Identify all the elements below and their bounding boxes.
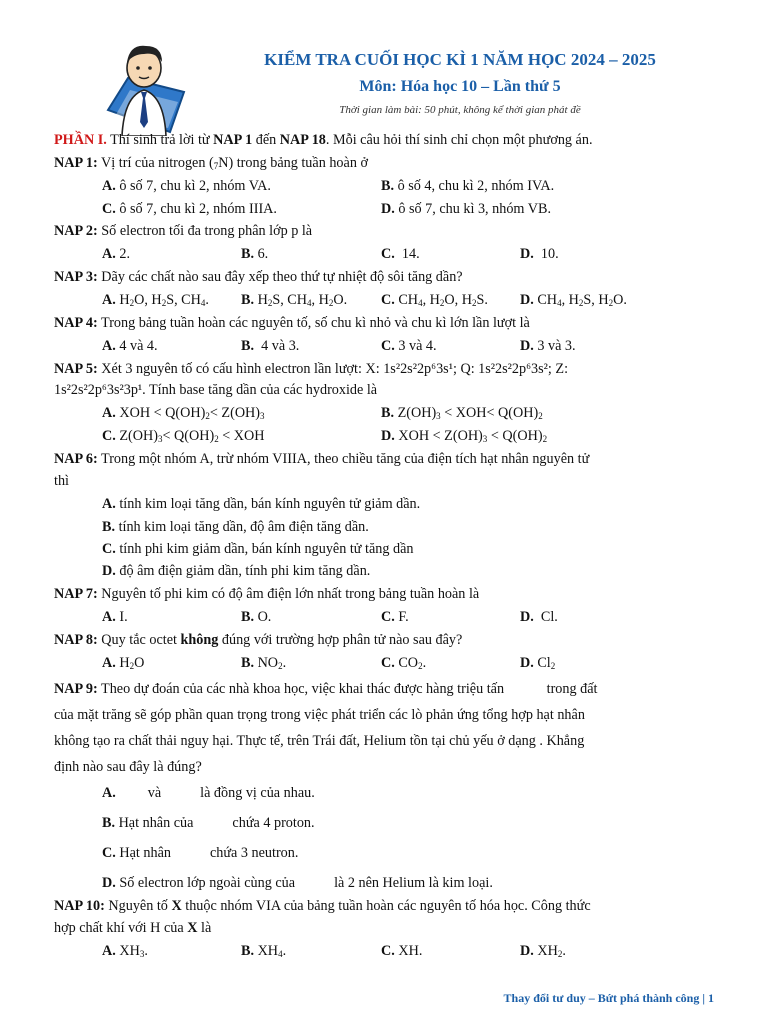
q5-option-d[interactable]: D. XOH < $Z(OH)_3 < Q(OH)_2$ bbox=[381, 428, 548, 444]
question-5 bbox=[54, 360, 714, 378]
question-10 bbox=[54, 897, 714, 915]
q6-number: NAP 6: bbox=[54, 451, 98, 467]
q1-atomic-number: 7 bbox=[213, 161, 219, 171]
q10-text-a: Nguyên tố bbox=[104, 898, 172, 914]
q10-number: NAP 10: bbox=[54, 898, 105, 914]
q10-line2-b: là bbox=[197, 920, 212, 936]
q6-option-d[interactable]: D. độ âm điện giảm dần, tính phi kim tăng dần. bbox=[102, 563, 371, 579]
q10-line2-x: X bbox=[187, 920, 198, 936]
q7-option-a[interactable]: A. I. bbox=[102, 609, 128, 625]
q4-option-b-text: 4 và 3. bbox=[261, 338, 300, 354]
q7-option-d-text: Cl. bbox=[540, 609, 558, 625]
q9-option-a[interactable]: A. và là đồng vị của nhau. bbox=[102, 785, 315, 801]
q6-option-b[interactable]: B. tính kim loại tăng dần, độ âm điện tăng dần. bbox=[102, 519, 369, 535]
q3-option-c[interactable]: C. $CH_4$, $H_2O$, $H_2S$. bbox=[381, 292, 488, 308]
q1-text-b: N) trong bảng tuần hoàn ở bbox=[218, 155, 368, 171]
q1-option-d[interactable]: D. ô số 7, chu kì 3, nhóm VB. bbox=[381, 201, 551, 217]
q9-line2: của mặt trăng sẽ góp phần quan trọng trong việc phát triển các lò phản ứng tổng hợp hạt nhân bbox=[54, 707, 585, 723]
q10-option-b[interactable]: B. $XH_4$. bbox=[241, 943, 287, 959]
q1-number: NAP 1: bbox=[54, 155, 98, 171]
q3-option-b[interactable]: B. $H_2S$, $CH_4$, $H_2O$. bbox=[241, 292, 348, 308]
q2-option-a[interactable]: A. 2. bbox=[102, 246, 130, 262]
q2-option-c[interactable]: C. 14. bbox=[381, 246, 420, 262]
q6-option-b-text: tính kim loại tăng dần, độ âm điện tăng dần. bbox=[118, 519, 369, 535]
q7-number: NAP 7: bbox=[54, 586, 98, 602]
q6-text: Trong một nhóm A, trừ nhóm VIIIA, theo chiều tăng của điện tích hạt nhân nguyên tử bbox=[97, 451, 590, 467]
q1-option-b[interactable]: B. ô số 4, chu kì 2, nhóm IVA. bbox=[381, 178, 555, 194]
q2-option-b[interactable]: B. 6. bbox=[241, 246, 269, 262]
q3-option-a[interactable]: A. $H_2O$, $H_2S$, $CH_4$. bbox=[102, 292, 209, 308]
q2-option-b-text: 6. bbox=[257, 246, 269, 262]
q5-option-a[interactable]: A. XOH < $Q(OH)_2< Z(OH)_3$ bbox=[102, 405, 265, 421]
q8-option-b[interactable]: B. $NO_2$. bbox=[241, 655, 287, 671]
q5-number: NAP 5: bbox=[54, 361, 98, 377]
part1-text-a: Thí sinh trả lời từ bbox=[106, 132, 214, 148]
part1-text-b: NAP 1 bbox=[213, 132, 253, 148]
teacher-logo-icon bbox=[100, 40, 190, 136]
q6-option-a-text: tính kim loại tăng dần, bán kính nguyên tử giảm dần. bbox=[119, 496, 421, 512]
q6-option-a[interactable]: A. tính kim loại tăng dần, bán kính nguyên tử giảm dần. bbox=[102, 496, 421, 512]
page-footer: Thay đổi tư duy – Bứt phá thành công | 1 bbox=[503, 991, 714, 1005]
q8-option-c[interactable]: C. $CO_2$. bbox=[381, 655, 427, 671]
q4-option-a[interactable]: A. 4 và 4. bbox=[102, 338, 158, 354]
q8-text-a: Quy tắc octet bbox=[97, 632, 181, 648]
q1-option-a[interactable]: A. ô số 7, chu kì 2, nhóm VA. bbox=[102, 178, 271, 194]
question-1 bbox=[54, 154, 714, 175]
q5-text: Xét 3 nguyên tố có cấu hình electron lần lượt: X: 1s²2s²2p⁶3s¹; Q: 1s²2s²2p⁶3s²; Z: bbox=[97, 361, 569, 377]
q2-option-d[interactable]: D. 10. bbox=[520, 246, 559, 262]
q8-option-a[interactable]: A. $H_2O$ bbox=[102, 655, 145, 671]
question-3 bbox=[54, 268, 714, 286]
q6-option-c[interactable]: C. tính phi kim giảm dần, bán kính nguyên tử tăng dần bbox=[102, 541, 414, 557]
question-7 bbox=[54, 585, 714, 603]
q9-option-d-text: Số electron lớp ngoài cùng của là 2 nên Helium là kim loại. bbox=[119, 875, 493, 891]
q9-option-b[interactable]: B. Hạt nhân của chứa 4 proton. bbox=[102, 815, 315, 831]
part1-text-e: . Mỗi câu hỏi thí sinh chỉ chọn một phương án. bbox=[325, 132, 593, 148]
q9-number: NAP 9: bbox=[54, 681, 98, 697]
part1-instruction bbox=[54, 131, 714, 149]
q9-option-c-text: Hạt nhân chứa 3 neutron. bbox=[119, 845, 299, 861]
q2-option-d-text: 10. bbox=[540, 246, 559, 262]
question-4 bbox=[54, 314, 714, 332]
q5-text-line2: 1s²2s²2p⁶3s²3p¹. Tính base tăng dần của các hydroxide là bbox=[54, 382, 378, 398]
question-8 bbox=[54, 631, 714, 649]
q8-bold-word: không bbox=[180, 632, 219, 648]
q4-option-b[interactable]: B. 4 và 3. bbox=[241, 338, 300, 354]
q1-option-a-text: ô số 7, chu kì 2, nhóm VA. bbox=[119, 178, 271, 194]
q7-option-c-text: F. bbox=[398, 609, 409, 625]
q9-option-d[interactable]: D. Số electron lớp ngoài cùng của là 2 nên Helium là kim loại. bbox=[102, 875, 493, 891]
q4-option-d[interactable]: D. 3 và 3. bbox=[520, 338, 576, 354]
exam-subject: Môn: Hóa học 10 – Lần thứ 5 bbox=[359, 78, 561, 95]
q2-option-a-text: 2. bbox=[119, 246, 130, 262]
q8-text-b: đúng với trường hợp phân tử nào sau đây? bbox=[218, 632, 463, 648]
q10-option-c[interactable]: C. XH. bbox=[381, 943, 423, 959]
part1-text-d: NAP 18 bbox=[279, 132, 326, 148]
q5-option-b[interactable]: B. $Z(OH)_3 < XOH< Q(OH)_2$ bbox=[381, 405, 543, 421]
q1-option-b-text: ô số 4, chu kì 2, nhóm IVA. bbox=[397, 178, 555, 194]
q1-text-a: Vị trí của nitrogen ( bbox=[97, 155, 214, 171]
q4-option-a-text: 4 và 4. bbox=[119, 338, 158, 354]
time-note: Thời gian làm bài: 50 phút, không kể thời gian phát đề bbox=[339, 104, 581, 116]
q9-line3: không tạo ra chất thải nguy hại. Thực tế, trên Trái đất, Helium tồn tại chủ yếu ở dạng . Khẳng bbox=[54, 733, 585, 749]
q10-option-d[interactable]: D. $XH_2$. bbox=[520, 943, 566, 959]
q4-text: Trong bảng tuần hoàn các nguyên tố, số chu kì nhỏ và chu kì lớn lần lượt là bbox=[97, 315, 530, 331]
q9-option-a-text: và là đồng vị của nhau. bbox=[115, 785, 315, 801]
q7-option-d[interactable]: D. Cl. bbox=[520, 609, 558, 625]
q7-text: Nguyên tố phi kim có độ âm điện lớn nhất trong bảng tuần hoàn là bbox=[97, 586, 480, 602]
q10-text-b: thuộc nhóm VIA của bảng tuần hoàn các nguyên tố hóa học. Công thức bbox=[181, 898, 591, 914]
q10-element-x: X bbox=[171, 898, 182, 914]
q10-line2 bbox=[54, 919, 714, 937]
q1-option-c[interactable]: C. ô số 7, chu kì 2, nhóm IIIA. bbox=[102, 201, 277, 217]
q9-line4: định nào sau đây là đúng? bbox=[54, 759, 202, 775]
part1-label: PHẦN I. bbox=[54, 132, 107, 148]
q10-option-a[interactable]: A. $XH_3$. bbox=[102, 943, 148, 959]
q6-text-line2: thì bbox=[54, 473, 69, 489]
q4-option-c-text: 3 và 4. bbox=[398, 338, 437, 354]
question-6 bbox=[54, 450, 714, 468]
q9-line1: Theo dự đoán của các nhà khoa học, việc khai thác được hàng triệu tấn trong đất bbox=[97, 681, 598, 697]
q6-option-c-text: tính phi kim giảm dần, bán kính nguyên tử tăng dần bbox=[119, 541, 414, 557]
q9-option-b-text: Hạt nhân của chứa 4 proton. bbox=[118, 815, 315, 831]
question-2 bbox=[54, 222, 714, 240]
q7-option-b-text: O. bbox=[257, 609, 272, 625]
q7-option-c[interactable]: C. F. bbox=[381, 609, 409, 625]
q3-number: NAP 3: bbox=[54, 269, 98, 285]
question-9 bbox=[54, 680, 714, 698]
q4-option-c[interactable]: C. 3 và 4. bbox=[381, 338, 437, 354]
q8-number: NAP 8: bbox=[54, 632, 98, 648]
part1-text-c: đến bbox=[252, 132, 280, 148]
q4-option-d-text: 3 và 3. bbox=[537, 338, 576, 354]
q7-option-b[interactable]: B. O. bbox=[241, 609, 272, 625]
q2-option-c-text: 14. bbox=[401, 246, 420, 262]
q2-number: NAP 2: bbox=[54, 223, 98, 239]
q1-option-d-text: ô số 7, chu kì 3, nhóm VB. bbox=[398, 201, 551, 217]
q4-number: NAP 4: bbox=[54, 315, 98, 331]
q6-option-d-text: độ âm điện giảm dần, tính phi kim tăng dần. bbox=[119, 563, 371, 579]
q3-text: Dãy các chất nào sau đây xếp theo thứ tự nhiệt độ sôi tăng dần? bbox=[97, 269, 463, 285]
q5-option-c[interactable]: C. $Z(OH)_3< Q(OH)_2$ < XOH bbox=[102, 428, 265, 444]
q10-line2-a: hợp chất khí với H của bbox=[54, 920, 188, 936]
q8-option-d[interactable]: D. $Cl_2$ bbox=[520, 655, 556, 671]
exam-title: KIỂM TRA CUỐI HỌC KÌ 1 NĂM HỌC 2024 – 2025 bbox=[264, 50, 656, 69]
q1-option-c-text: ô số 7, chu kì 2, nhóm IIIA. bbox=[119, 201, 277, 217]
q7-option-a-text: I. bbox=[119, 609, 128, 625]
q2-text: Số electron tối đa trong phân lớp p là bbox=[97, 223, 313, 239]
q9-option-c[interactable]: C. Hạt nhân chứa 3 neutron. bbox=[102, 845, 299, 861]
q3-option-d[interactable]: D. $CH_4$, $H_2S$, $H_2O$. bbox=[520, 292, 627, 308]
